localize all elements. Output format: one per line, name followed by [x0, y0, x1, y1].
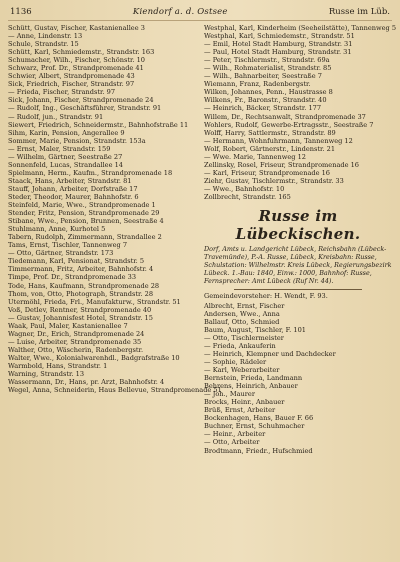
directory-entry: — Otto, Tischlermeister — [204, 333, 284, 342]
directory-entry: Schütt, Gustav, Fischer, Kastanienallee 3 — [8, 24, 145, 32]
directory-entry: — Otto, Gärtner, Strandstr. 173 — [8, 249, 114, 258]
directory-entry: — Wwe. Marie, Tannenweg 12 — [204, 152, 306, 161]
directory-entry: Walther, Otto, Wäscherin, Radenbergstr. — [8, 345, 144, 354]
directory-entry: — Karl, Friseur, Strandpromenade 16 — [204, 168, 330, 177]
directory-entry: — Karl, Weberarbeiter — [204, 366, 280, 375]
directory-entry: Tabern, Rudolph, Zimmermann, Strandallee 2 — [8, 233, 162, 242]
directory-entry: Wilken, Johannes, Penn., Haustrasse 8 — [204, 88, 333, 97]
directory-entry: Thom, von, Otto, Photograph, Strandstr. 28 — [8, 289, 154, 298]
directory-entry: Westphal, Karl, Schmiedemstr., Strandstr. 51 — [204, 32, 355, 41]
directory-entry: Staack, Hans, Arbeiter, Strandstr. 81 — [8, 176, 132, 185]
directory-entry: Sommer, Marie, Pension, Strandstr. 153a — [8, 136, 146, 145]
directory-entry: Brocks, Heinr., Anbauer — [204, 398, 285, 407]
directory-entry: — Heinr., Arbeiter — [204, 430, 266, 439]
directory-entry: — Otto, Arbeiter — [204, 438, 260, 447]
directory-entry: Buchner, Ernst, Schuhmacher — [204, 422, 305, 431]
directory-entry: Utermöhl, Frieda, Frl., Manufakturw., Strandstr. 51 — [8, 297, 181, 306]
directory-entry: Schwier, Albert, Strandpromenade 43 — [8, 72, 135, 81]
directory-entry: Voß, Detlev, Rentner, Strandpromenade 40 — [8, 305, 152, 314]
mayor-line: Gemeindevorsteher: H. Wendt, F. 93. — [204, 291, 328, 300]
directory-entry: Bockenhagen, Hans, Bauer F. 66 — [204, 414, 314, 423]
directory-entry: Schumacher, Wilh., Fischer, Schönstr. 10 — [8, 56, 146, 65]
directory-entry: Timmermann, Fritz, Arbeiter, Bahnhofstr. 4 — [8, 265, 154, 274]
section-title: Russe im Lübeckischen. — [235, 207, 361, 244]
directory-entry: Wassermann, Dr., Hans, pr. Arzt, Bahnhofstr. 4 — [8, 378, 165, 387]
running-title: Kiendorf a. d. Ostsee — [132, 7, 228, 17]
directory-entry: Wilkens, Fr., Baronstr., Strandstr. 40 — [204, 96, 327, 105]
columns — [8, 24, 397, 455]
directory-entry: Schütt, Karl, Schmiedemstr., Strandstr. 163 — [8, 48, 155, 57]
directory-entry: Schule, Strandstr. 15 — [8, 40, 79, 49]
directory-entry: Siewert, Friedrich, Schneidermstr., Bahnhofstraße 11 — [8, 120, 189, 129]
directory-entry: Stuhlmann, Anne, Kurhotel 5 — [8, 225, 106, 234]
directory-entry: Stender, Fritz, Pension, Strandpromenade 29 — [8, 209, 160, 218]
directory-entry: — Wilh., Bahnarbeiter, Seestraße 7 — [204, 72, 322, 81]
directory-entry: — Sophie, Rädeler — [204, 357, 267, 366]
directory-entry: — Frieda, Ankauferin — [204, 341, 276, 350]
directory-entry: Westphal, Karl, Kinderheim (Seeheilstätte), Tannenweg 5 — [204, 24, 397, 32]
directory-entry: Andersen, Wwe., Anna — [204, 309, 280, 318]
directory-entry: Sick, Friedrich, Fischer, Strandstr. 97 — [8, 80, 135, 89]
directory-entry: — Wilhelm, Gärtner, Seestraße 27 — [8, 152, 123, 161]
directory-entry: — Ernst, Maler, Strandstr. 159 — [8, 144, 111, 153]
directory-entry: Stauff, Johann, Arbeiter, Dorfstraße 17 — [8, 184, 138, 193]
directory-entry: — Gustav, Johannisfest Hotel, Strandstr. 15 — [8, 313, 153, 322]
directory-entry: Zellinsky, Rosel, Friseur, Strandpromenade 16 — [204, 160, 359, 169]
directory-entry: — Emil, Hotel Stadt Hamburg, Strandstr. 31 — [204, 40, 353, 49]
running-title-right: Russe im Lüb. — [328, 7, 390, 17]
directory-entry: Tode, Hans, Kaufmann, Strandpromenade 28 — [8, 281, 160, 290]
right-column-top-list — [204, 24, 397, 201]
directory-entry: Warmbold, Hans, Strandstr. 1 — [8, 361, 108, 370]
directory-entry: Wolf, Robert, Gärtnerstr., Lindenstr. 21 — [204, 144, 336, 153]
directory-entry: — Frieda, Fischer, Strandstr. 97 — [8, 88, 116, 97]
right-column-bottom-list — [204, 302, 392, 455]
directory-entry: — Hermann, Wohnfuhrmann, Tannenweg 12 — [204, 136, 353, 145]
directory-entry: — Anne, Lindenstr. 13 — [8, 32, 83, 41]
directory-entry: Steinfeld, Marie, Wwe., Strandpromenade 1 — [8, 201, 156, 210]
directory-entry: Timpe, Prof. Dr., Strandpromenade 33 — [8, 273, 137, 282]
directory-entry: Stibane, Wwe., Pension, Brunnen, Seestraße 4 — [8, 217, 164, 226]
directory-entry: Brüß, Ernst, Arbeiter — [204, 406, 276, 415]
divider — [234, 289, 362, 290]
directory-entry: Wolff, Harry, Sattlermstr., Strandstr. 89 — [204, 128, 336, 137]
directory-entry: — Heinrich, Bäcker, Strandstr. 177 — [204, 104, 322, 113]
left-column — [8, 24, 222, 455]
directory-entry: Wohlers, Rudolf, Gewerbe-Ertragsstr., Seestraße 7 — [204, 120, 374, 129]
directory-entry: Sihm, Karin, Pension, Angerallee 9 — [8, 128, 125, 137]
directory-entry: — Rudolf, Ing., Geschäftsführer, Strandstr. 91 — [8, 104, 162, 113]
directory-entry: Steder, Theodor, Maurer, Bahnhofstr. 6 — [8, 192, 139, 201]
directory-entry: Wiemann, Franz, Radenbergstr. — [204, 80, 311, 89]
directory-entry: Waak, Paul, Maler, Kastanienallee 7 — [8, 321, 128, 330]
right-column — [204, 24, 397, 455]
directory-entry: — Joh., Maurer — [204, 390, 255, 399]
directory-entry: Spielmann, Herm., Kaufm., Strandpromenade 18 — [8, 168, 173, 177]
directory-entry: Sick, Johann, Fischer, Strandpromenade 24 — [8, 96, 154, 105]
directory-entry: Behrens, Heinrich, Anbauer — [204, 382, 298, 391]
directory-entry: Baum, August, Tischler, F. 101 — [204, 325, 306, 334]
page-number: 1136 — [10, 7, 32, 17]
directory-entry: Brodtmann, Friedr., Hufschmied — [204, 446, 313, 455]
page-header — [8, 6, 392, 21]
directory-entry: — Paul, Hotel Stadt Hamburg, Strandstr. 31 — [204, 48, 352, 57]
directory-entry: — Wilh., Rohmaterialist, Strandstr. 85 — [204, 64, 332, 73]
directory-entry: Ziehr, Gustav, Tischlermstr., Strandstr. 33 — [204, 176, 344, 185]
directory-entry: Walter, Wwe., Kolonialwarenhdl., Badgrafstraße 10 — [8, 353, 180, 362]
section-description: Dorf, Amts u. Landgericht Lübeck, Reichsbahn (Lübeck-Travemünde), P.-A. Russe, Lübeck, Kreisbahn: Russe, Schulstation: Wilhelmstr. Kreis Lübeck, Regierungsbezirk Lübeck. 1.-Bau: 1840, Einw.: 1000, Bahnhof: Russe, Fernsprecher: Amt Lübeck (Ruf Nr. 44). — [204, 245, 392, 285]
directory-entry: Willem, Dr., Rechtsanwalt, Strandpromenade 37 — [204, 112, 366, 121]
directory-entry: — Wwe., Bahnhofstr. 10 — [204, 184, 285, 193]
directory-entry: Albrecht, Ernst, Fischer — [204, 301, 285, 310]
directory-entry: — Rudolf, jun., Strandstr. 91 — [8, 112, 104, 121]
directory-entry: Sonnenfeld, Lucas, Strandallee 14 — [8, 160, 123, 169]
directory-entry: — Heinrich, Klempner und Dachdecker — [204, 349, 336, 358]
directory-entry: Schwarz, Prof. Dr., Strandpromenade 41 — [8, 64, 144, 73]
directory-entry: — Luise, Arbeiter, Strandpromenade 35 — [8, 337, 142, 346]
directory-entry: Ballauf, Otto, Schmied — [204, 317, 280, 326]
directory-entry: Warning, Strandstr. 13 — [8, 370, 85, 379]
directory-entry: Wegel, Anna, Schneiderin, Haus Bellevue, Strandpromenade 51 — [8, 386, 222, 395]
directory-entry: Zollbrecht, Strandstr. 165 — [204, 192, 291, 201]
directory-entry: — Peter, Tischlermstr., Strandstr. 69a — [204, 56, 330, 65]
directory-entry: Tams, Ernst, Tischler, Tannenweg 7 — [8, 241, 128, 250]
directory-entry: Bernstein, Frieda, Landmann — [204, 374, 303, 383]
directory-entry: Tiedemann, Karl, Pensionat, Strandstr. 5 — [8, 257, 145, 266]
directory-entry: Wagner, Dr., Erich, Strandpromenade 24 — [8, 329, 145, 338]
